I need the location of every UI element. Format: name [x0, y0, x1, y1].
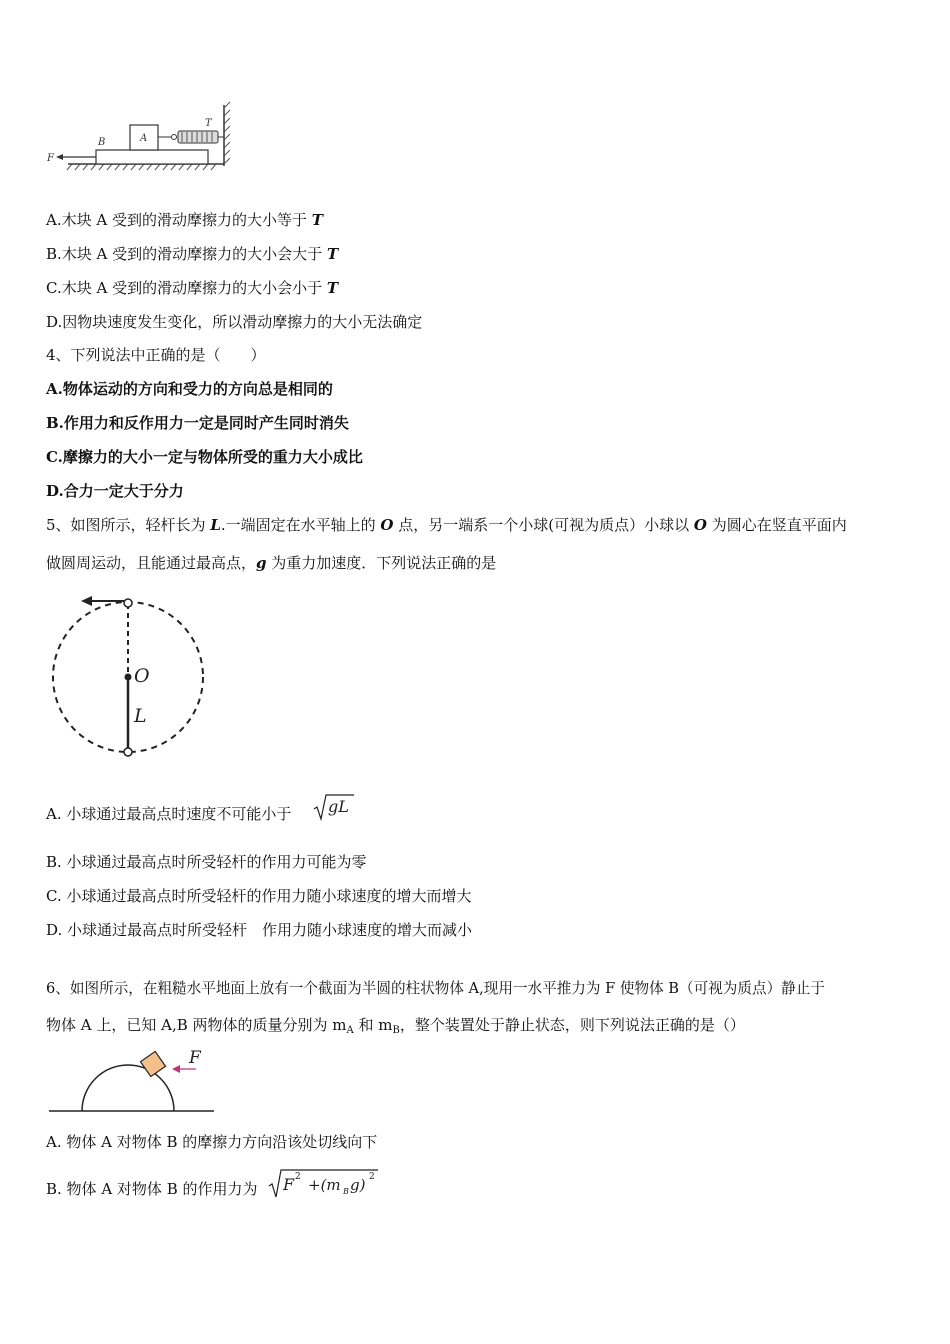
formula-f: F	[283, 1175, 295, 1194]
label-t: T	[205, 118, 212, 129]
formula-sup2b: 2	[369, 1172, 375, 1182]
q3-option-a-text: A.木块 A 受到的滑动摩擦力的大小等于	[46, 211, 312, 229]
formula-sup2: 2	[295, 1172, 301, 1182]
q6-sub-a: A	[346, 1025, 354, 1036]
label-f: F	[47, 153, 54, 164]
q6-sub-b: B	[392, 1025, 400, 1036]
q3-option-c-var: T	[326, 279, 339, 297]
q4-option-b: B.作用力和反作用力一定是同时产生同时消失	[46, 414, 349, 432]
q4-stem: 4、下列说法中正确的是（ ）	[46, 346, 266, 364]
q3-option-a	[46, 210, 323, 230]
formula-plus-m: +(m	[308, 1176, 341, 1194]
q3-option-b	[46, 244, 338, 264]
fig-label-f: F	[189, 1048, 201, 1068]
figure-semicircle	[46, 1044, 218, 1116]
block-b	[140, 1051, 165, 1076]
sqrt-gl-formula	[313, 792, 355, 824]
q5-option-a	[46, 804, 291, 824]
q6-stem-line1: 6、如图所示，在粗糙水平地面上放有一个截面为半圆的柱状物体 A,现用一水平推力为 F 使物体 B（可视为质点）静止于	[46, 980, 825, 997]
q3-option-a-var: T	[311, 211, 323, 229]
q4-option-c: C.摩擦力的大小一定与物体所受的重力大小成比	[46, 448, 363, 466]
label-b: B	[98, 137, 106, 148]
q5-stem-part: 为圆心在竖直平面内	[706, 516, 847, 534]
figure-block-spring	[44, 100, 234, 175]
q5-option-d: D. 小球通过最高点时所受轻杆 作用力随小球速度的增大而减小	[46, 921, 473, 939]
q5-option-c: C. 小球通过最高点时所受轻杆的作用力随小球速度的增大而增大	[46, 887, 472, 905]
q3-option-d: D.因物块速度发生变化，所以滑动摩擦力的大小无法确定	[46, 313, 423, 331]
q3-option-b-var: T	[326, 245, 339, 263]
formula-sub-b: B	[343, 1187, 349, 1196]
q4-option-a: A.物体运动的方向和受力的方向总是相同的	[46, 380, 333, 398]
q6-stem-part: ，整个装置处于静止状态，则下列说法正确的是（）	[399, 1016, 745, 1034]
q5-var-o: O	[380, 516, 394, 534]
q5-var-g: g	[256, 554, 267, 572]
formula-g: g)	[350, 1176, 366, 1194]
q6-stem-line2	[46, 1015, 745, 1041]
q6-stem-part: 物体 A 上，已知 A,B 两物体的质量分别为 m	[46, 1016, 347, 1034]
q3-option-c-text: C.木块 A 受到的滑动摩擦力的大小会小于	[46, 279, 327, 297]
q5-stem-part: .一端固定在水平轴上的	[220, 516, 381, 534]
q6-stem-part: 和 m	[353, 1016, 393, 1034]
fig-label-o: O	[134, 665, 150, 687]
q5-var-o: O	[693, 516, 707, 534]
q5-stem-part: 做圆周运动，且能通过最高点，	[46, 554, 257, 572]
sqrt-gl-text: gL	[328, 797, 349, 816]
figure-circle-rod	[48, 590, 218, 760]
q6-option-b-text: B. 物体 A 对物体 B 的作用力为	[46, 1180, 258, 1198]
board-b	[96, 150, 208, 164]
q6-option-a: A. 物体 A 对物体 B 的摩擦力方向沿该处切线向下	[46, 1133, 378, 1151]
sqrt-force-formula	[268, 1166, 380, 1200]
q3-option-b-text: B.木块 A 受到的滑动摩擦力的大小会大于	[46, 245, 327, 263]
q5-stem-part: 为重力加速度．下列说法正确的是	[266, 554, 497, 572]
q5-option-b: B. 小球通过最高点时所受轻杆的作用力可能为零	[46, 853, 367, 871]
q6-option-b	[46, 1179, 258, 1199]
q5-stem-line1	[46, 515, 847, 535]
label-a: A	[140, 133, 148, 144]
q4-option-d: D.合力一定大于分力	[46, 482, 184, 500]
q3-option-c	[46, 278, 338, 298]
q5-var-l: L	[210, 516, 221, 534]
q5-option-a-text: A. 小球通过最高点时速度不可能小于	[46, 805, 292, 823]
q5-stem-line2	[46, 553, 496, 573]
fig-label-l: L	[134, 705, 147, 727]
q5-stem-part: 点，另一端系一个小球(可视为质点）小球以	[393, 516, 694, 534]
q5-stem-part: 5、如图所示，轻杆长为	[46, 516, 211, 534]
